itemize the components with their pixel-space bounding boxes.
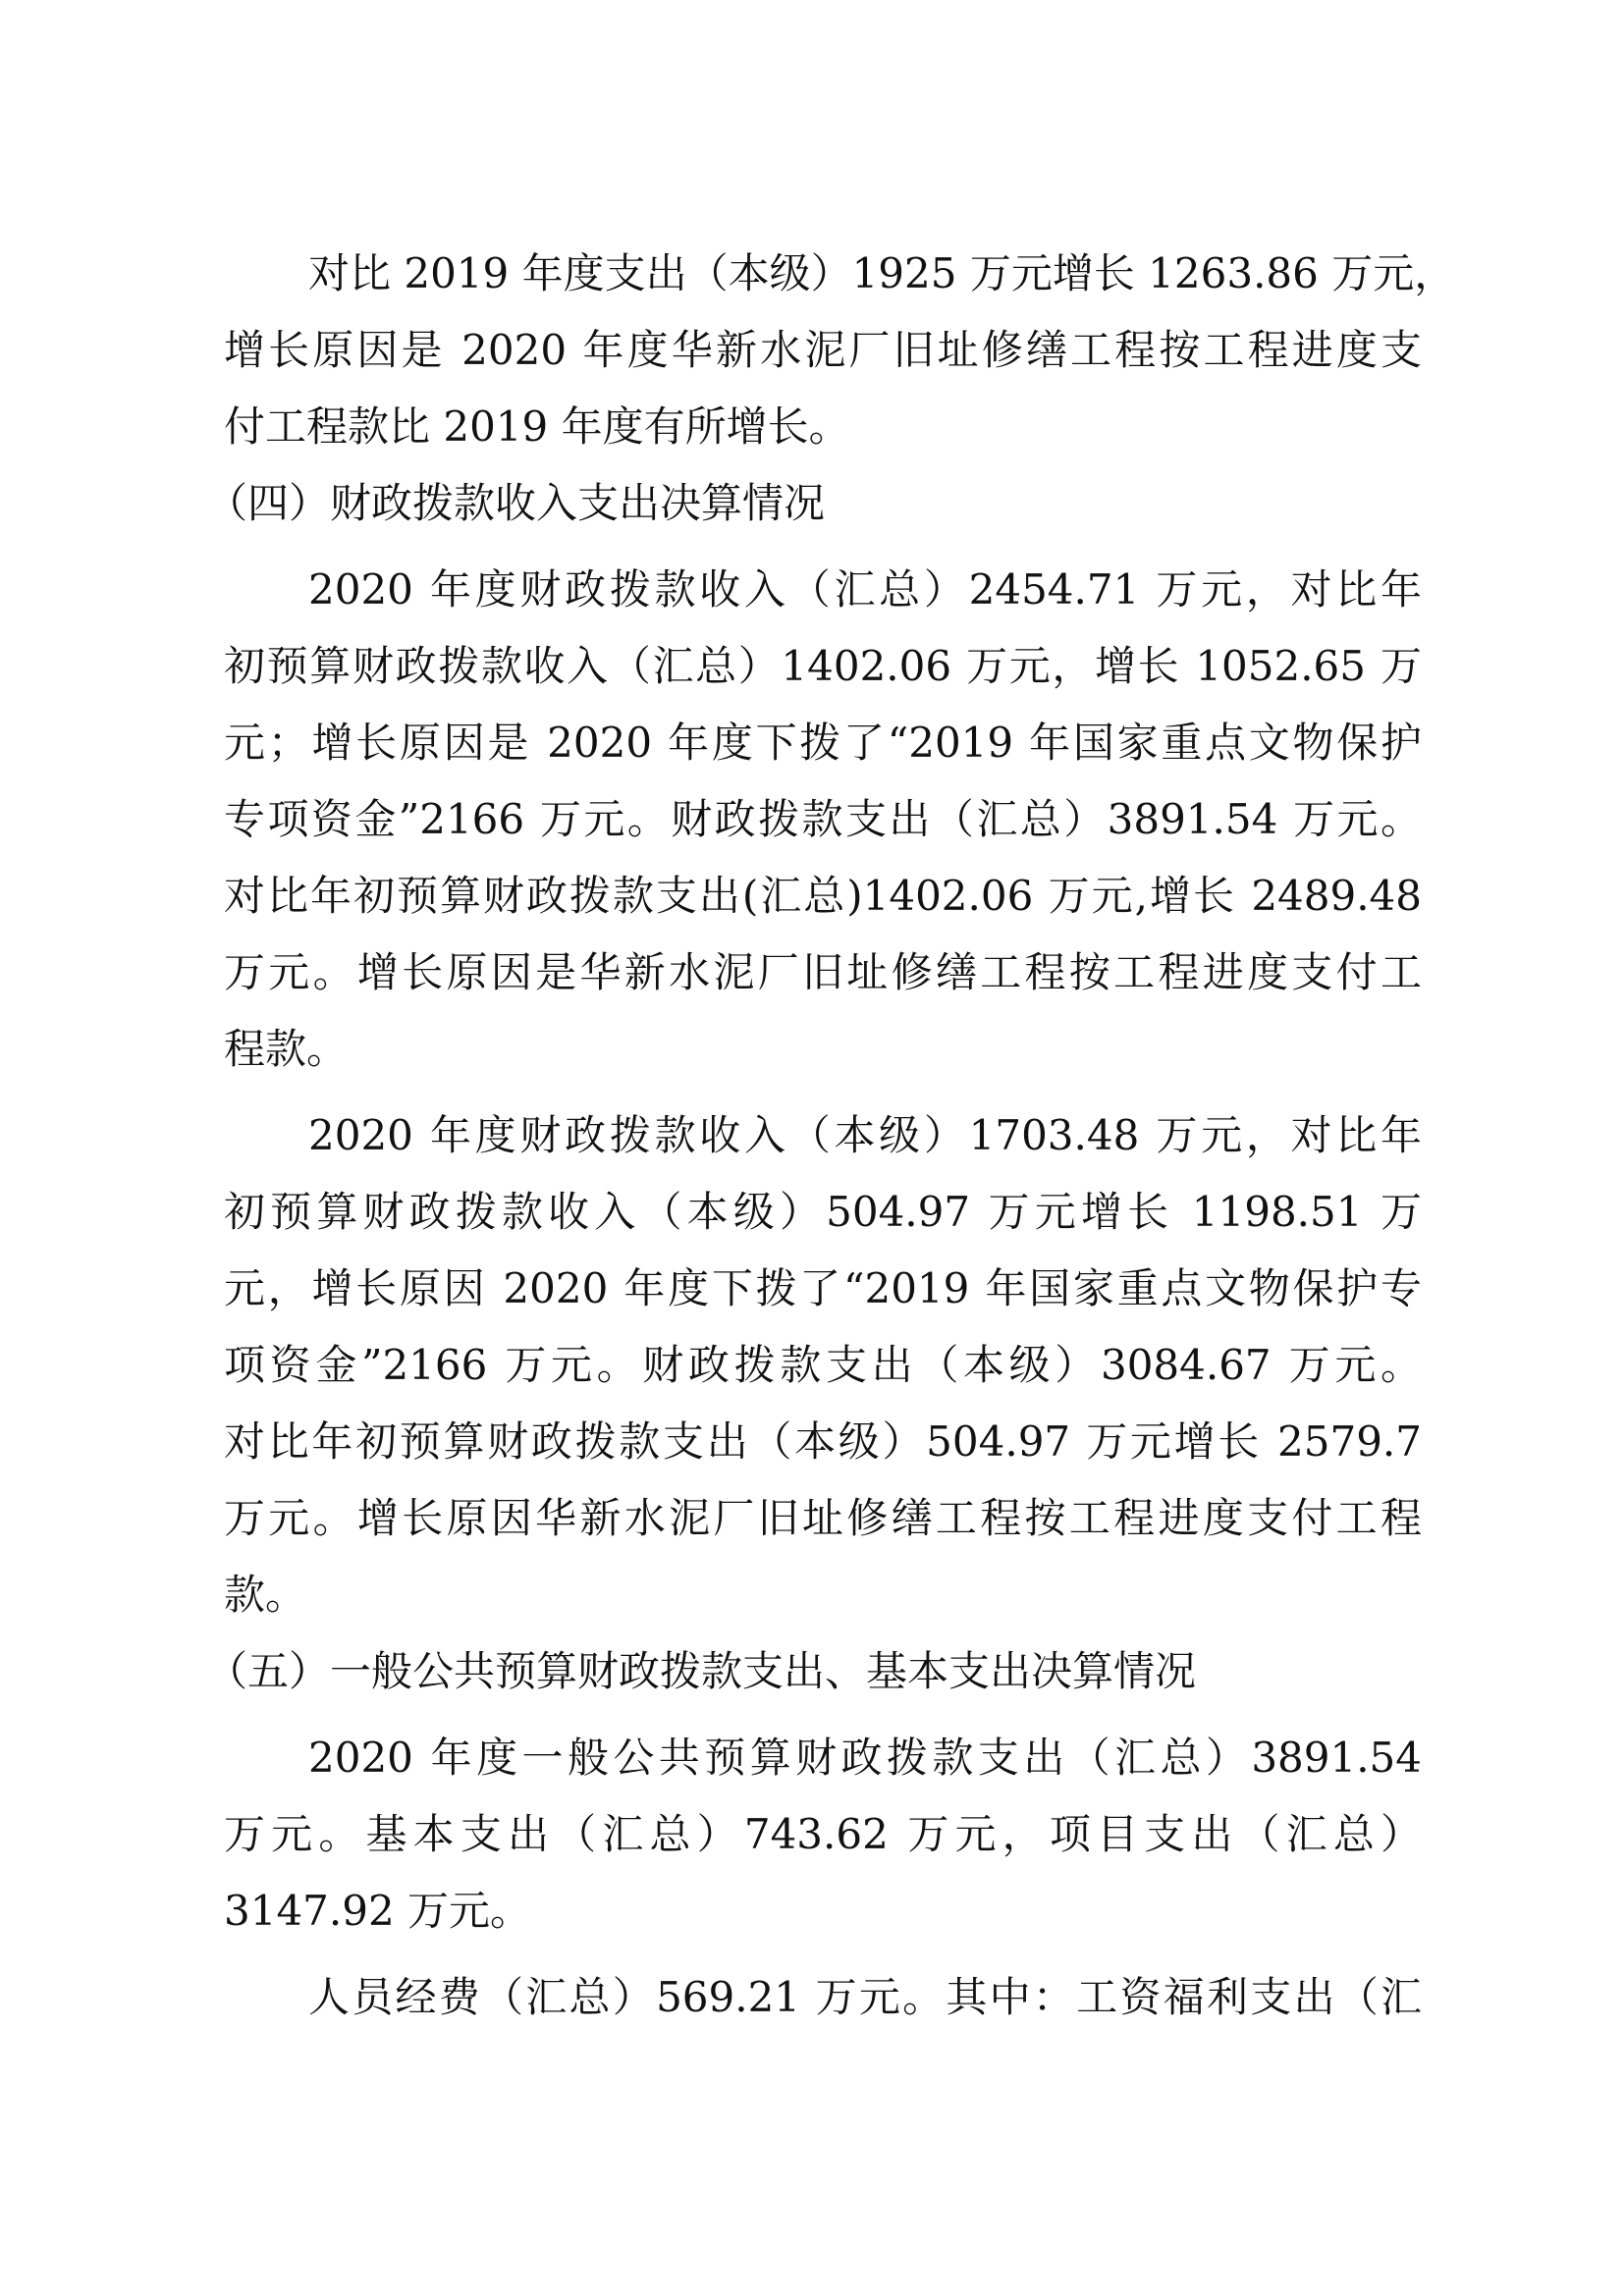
paragraph-line: 付工程款比 2019 年度有所增长。 (224, 402, 850, 451)
paragraph-line: 专项资金”2166 万元。财政拨款支出（汇总）3891.54 万元。 (224, 795, 1422, 843)
paragraph-line: 元，增长原因 2020 年度下拨了“2019 年国家重点文物保护专 (224, 1264, 1422, 1312)
paragraph-line: 3147.92 万元。 (224, 1887, 532, 1935)
paragraph-line: 万元。增长原因华新水泥厂旧址修缮工程按工程进度支付工程 (224, 1494, 1422, 1542)
body-text (206, 236, 1456, 2036)
paragraph-line: 对比年初预算财政拨款支出（本级）504.97 万元增长 2579.7 (224, 1417, 1422, 1466)
paragraph-line: 2020 年度一般公共预算财政拨款支出（汇总）3891.54 (308, 1734, 1422, 1782)
paragraph-line: 对比 2019 年度支出（本级）1925 万元增长 1263.86 万元， (308, 249, 1456, 297)
section-heading-4: （四）财政拨款收入支出决算情况 (206, 479, 826, 527)
paragraph-line: 款。 (224, 1571, 307, 1619)
section-heading-5: （五）一般公共预算财政拨款支出、基本支出决算情况 (206, 1647, 1197, 1695)
paragraph-line: 增长原因是 2020 年度华新水泥厂旧址修缮工程按工程进度支 (224, 326, 1422, 374)
paragraph-line: 人员经费（汇总）569.21 万元。其中：工资福利支出（汇 (308, 1973, 1422, 2021)
paragraph-line: 对比年初预算财政拨款支出(汇总)1402.06 万元,增长 2489.48 (224, 872, 1422, 920)
paragraph-line: 万元。基本支出（汇总）743.62 万元，项目支出（汇总） (224, 1810, 1422, 1858)
paragraph-line: 万元。增长原因是华新水泥厂旧址修缮工程按工程进度支付工 (224, 948, 1422, 996)
paragraph-line: 项资金”2166 万元。财政拨款支出（本级）3084.67 万元。 (224, 1341, 1422, 1389)
paragraph-line: 2020 年度财政拨款收入（汇总）2454.71 万元，对比年 (308, 565, 1422, 614)
paragraph-line: 程款。 (224, 1025, 349, 1073)
paragraph-line: 元；增长原因是 2020 年度下拨了“2019 年国家重点文物保护 (224, 719, 1422, 767)
paragraph-line: 2020 年度财政拨款收入（本级）1703.48 万元，对比年 (308, 1111, 1422, 1159)
paragraph-line: 初预算财政拨款收入（汇总）1402.06 万元，增长 1052.65 万 (224, 642, 1422, 690)
paragraph-line: 初预算财政拨款收入（本级）504.97 万元增长 1198.51 万 (224, 1188, 1422, 1236)
